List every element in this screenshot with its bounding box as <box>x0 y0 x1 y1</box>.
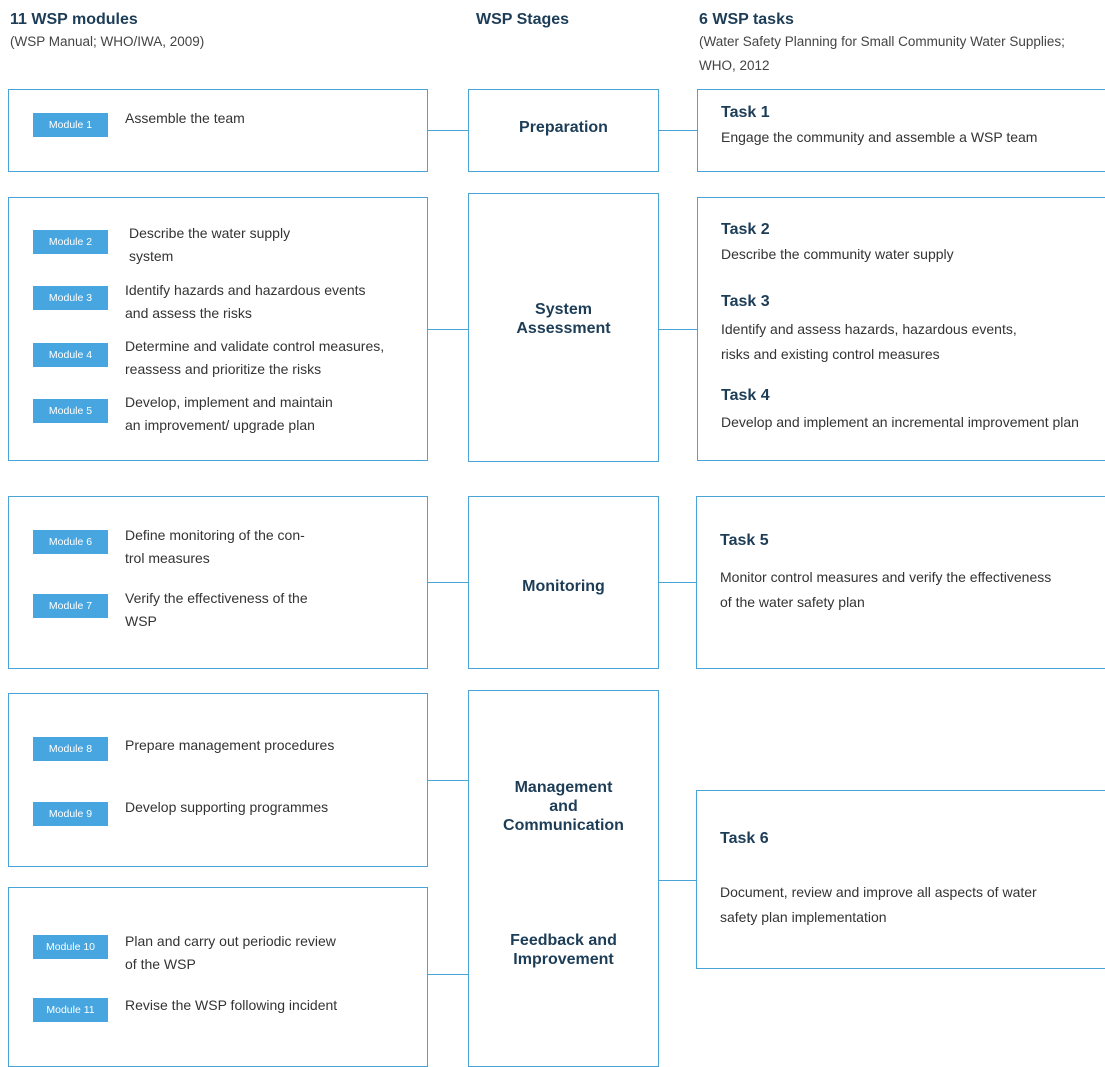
module-badge: Module 3 <box>33 286 108 310</box>
module-group-system-assessment <box>8 197 428 461</box>
stage-label-line: Feedback and <box>510 932 617 949</box>
task-description-line: Engage the community and assemble a WSP team <box>721 129 1038 145</box>
module-text-line: system <box>129 248 174 264</box>
stage-label <box>469 931 658 969</box>
stages-header <box>476 10 656 30</box>
stage-box-system-assessment <box>468 193 659 462</box>
tasks-header-subtitle-line: WHO, 2012 <box>699 58 770 73</box>
module-badge: Module 4 <box>33 343 108 367</box>
stage-label-line: Assessment <box>516 320 611 337</box>
task-description <box>721 125 1037 150</box>
module-badge: Module 11 <box>33 998 108 1022</box>
module-badge: Module 2 <box>33 230 108 254</box>
module-text-line: Assemble the team <box>125 110 245 126</box>
module-text-line: WSP <box>125 613 157 629</box>
module-text <box>125 734 334 757</box>
task-box-5 <box>696 496 1105 669</box>
module-text-line: an improvement/ upgrade plan <box>125 417 315 433</box>
module-text <box>125 335 384 381</box>
module-badge: Module 5 <box>33 399 108 423</box>
connector-line <box>659 880 696 881</box>
task-title: Task 4 <box>721 387 770 404</box>
module-text-line: Verify the effectiveness of the <box>125 590 308 606</box>
task-box-1 <box>697 89 1105 172</box>
connector-line <box>428 582 468 583</box>
connector-line <box>428 974 468 975</box>
module-text-line: and assess the risks <box>125 305 252 321</box>
task-description-line: Document, review and improve all aspects of water <box>720 884 1037 900</box>
module-text-line: Prepare management procedures <box>125 737 335 753</box>
module-text-line: Develop, implement and maintain <box>125 394 333 410</box>
task-title: Task 5 <box>720 532 769 549</box>
stage-label <box>469 300 658 338</box>
connector-line <box>659 329 697 330</box>
module-text <box>125 930 336 976</box>
stages-header-title: WSP Stages <box>476 11 570 28</box>
task-description <box>721 410 1079 435</box>
connector-line <box>428 780 468 781</box>
task-description-line: Identify and assess hazards, hazardous events, <box>721 321 1017 337</box>
module-text-line: reassess and prioritize the risks <box>125 361 322 377</box>
module-text <box>129 222 290 268</box>
stage-label <box>469 118 658 137</box>
task-title: Task 2 <box>721 221 770 238</box>
module-group-feedback <box>8 887 428 1067</box>
module-badge: Module 7 <box>33 594 108 618</box>
module-text-line: Define monitoring of the con- <box>125 527 305 543</box>
module-text <box>125 587 308 633</box>
tasks-header-subtitle-line: (Water Safety Planning for Small Community Water Supplies; <box>699 34 1065 49</box>
stage-box-monitoring <box>468 496 659 669</box>
module-text <box>125 279 366 325</box>
stage-box-management-feedback <box>468 690 659 1067</box>
module-text <box>125 796 328 819</box>
stage-label <box>469 778 658 835</box>
stage-label-line: Monitoring <box>522 578 605 595</box>
module-group-monitoring <box>8 496 428 669</box>
task-description-line: Develop and implement an incremental improvement plan <box>721 414 1079 430</box>
module-text-line: Identify hazards and hazardous events <box>125 282 366 298</box>
tasks-header-title: 6 WSP tasks <box>699 11 794 28</box>
connector-line <box>659 582 697 583</box>
module-text-line: trol measures <box>125 550 210 566</box>
module-badge: Module 10 <box>33 935 108 959</box>
task-description-line: of the water safety plan <box>720 594 865 610</box>
task-description-line: Describe the community water supply <box>721 246 954 262</box>
task-description <box>720 565 1051 615</box>
module-group-management <box>8 693 428 867</box>
connector-line <box>428 130 468 131</box>
task-title: Task 3 <box>721 293 770 310</box>
module-badge: Module 1 <box>33 113 108 137</box>
module-text <box>125 994 337 1017</box>
module-text-line: Determine and validate control measures, <box>125 338 385 354</box>
task-description <box>721 242 954 267</box>
stage-label <box>469 577 658 596</box>
stage-label-line: System <box>535 301 592 318</box>
task-box-2-4 <box>697 197 1105 461</box>
module-text <box>125 524 305 570</box>
module-text <box>125 391 333 437</box>
modules-header-subtitle: (WSP Manual; WHO/IWA, 2009) <box>10 34 205 49</box>
connector-line <box>659 130 697 131</box>
task-description <box>720 880 1037 930</box>
task-title: Task 6 <box>720 830 769 847</box>
module-text <box>125 107 245 130</box>
stage-label-line: and <box>549 798 578 815</box>
module-group-preparation <box>8 89 428 172</box>
module-badge: Module 6 <box>33 530 108 554</box>
module-badge: Module 9 <box>33 802 108 826</box>
modules-header <box>10 10 430 54</box>
stage-label-line: Management <box>514 779 613 796</box>
module-badge: Module 8 <box>33 737 108 761</box>
tasks-header <box>699 10 1105 78</box>
stage-label-line: Communication <box>503 817 624 834</box>
stage-box-preparation <box>468 89 659 172</box>
module-text-line: Describe the water supply <box>129 225 291 241</box>
task-box-6 <box>696 790 1105 969</box>
stage-label-line: Preparation <box>519 119 608 136</box>
task-description-line: Monitor control measures and verify the effectiveness <box>720 569 1052 585</box>
module-text-line: Plan and carry out periodic review <box>125 933 336 949</box>
stage-label-line: Improvement <box>513 951 614 968</box>
module-text-line: Develop supporting programmes <box>125 799 329 815</box>
module-text-line: of the WSP <box>125 956 196 972</box>
task-description-line: safety plan implementation <box>720 909 887 925</box>
module-text-line: Revise the WSP following incident <box>125 997 338 1013</box>
modules-header-title: 11 WSP modules <box>10 11 138 28</box>
task-description <box>721 317 1017 367</box>
task-title: Task 1 <box>721 104 770 121</box>
task-description-line: risks and existing control measures <box>721 346 940 362</box>
connector-line <box>428 329 468 330</box>
